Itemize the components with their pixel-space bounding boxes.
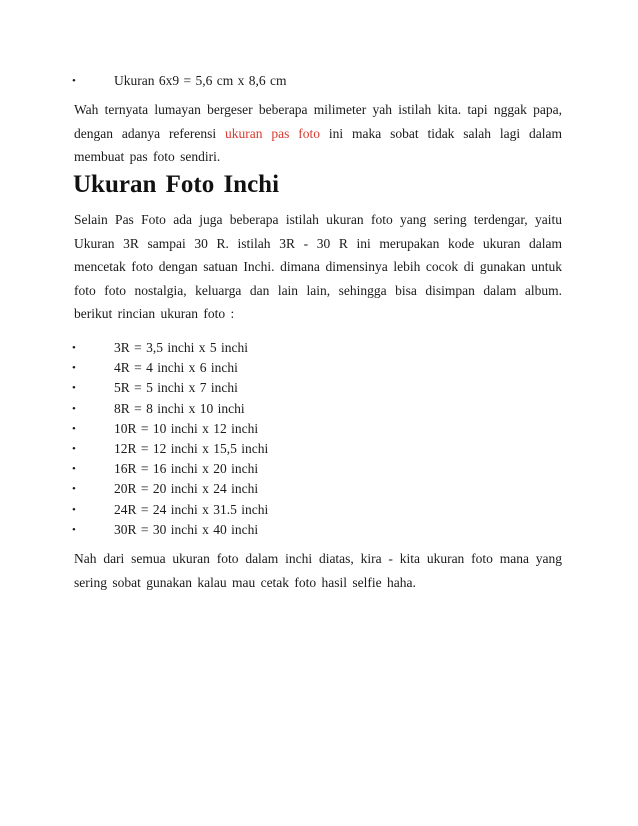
bullet-icon: • (72, 463, 76, 476)
link-ukuran-pas-foto[interactable]: ukuran pas foto (225, 125, 320, 141)
bullet-icon: • (72, 342, 76, 354)
paragraph-intro (74, 98, 562, 169)
bullet-icon: • (72, 422, 76, 435)
intro-bullet-text: Ukuran 6x9 = 5,6 cm x 8,6 cm (114, 73, 287, 88)
paragraph-closing: Nah dari semua ukuran foto dalam inchi diatas, kira - kita ukuran foto mana yang sering sobat gunakan kalau mau cetak foto hasil selfie haha. (74, 551, 562, 590)
size-item-text: 3R = 3,5 inchi x 5 inchi (114, 340, 248, 355)
size-item-text: 24R = 24 inchi x 31.5 inchi (114, 501, 269, 517)
paragraph-intro-text-end: ini maka sobat tidak salah lagi dalam membuat pas foto sendiri. (74, 125, 562, 164)
bullet-icon: • (72, 362, 76, 375)
paragraph-intro-text-start: Wah ternyata lumayan bergeser beberapa milimeter yah istilah kita. tapi nggak papa, dengan adanya referensi (74, 102, 562, 141)
size-item-text: 12R = 12 inchi x 15,5 inchi (114, 440, 269, 456)
size-item-text: 16R = 16 inchi x 20 inchi (114, 461, 259, 477)
bullet-icon: • (72, 402, 76, 415)
section-heading: Ukuran Foto Inchi (73, 171, 280, 198)
size-item-text: 30R = 30 inchi x 40 inchi (114, 521, 259, 537)
size-item-text: 10R = 10 inchi x 12 inchi (114, 420, 259, 436)
size-item-text: 5R = 5 inchi x 7 inchi (114, 380, 238, 396)
size-item-text: 20R = 20 inchi x 24 inchi (114, 481, 259, 497)
bullet-icon: • (72, 442, 76, 455)
bullet-icon: • (72, 503, 76, 516)
size-item-text: 8R = 8 inchi x 10 inchi (114, 400, 245, 416)
bullet-icon: • (72, 483, 76, 496)
bullet-icon: • (72, 382, 76, 395)
paragraph-description: Selain Pas Foto ada juga beberapa istilah ukuran foto yang sering terdengar, yaitu Ukuran 3R sampai 30 R. istilah 3R - 30 R ini merupakan kode ukuran dalam mencetak foto dengan satuan Inchi. dimana dimensinya lebih cocok di gunakan untuk foto foto nostalgia, keluarga dan lain lain, sehingga bisa disimpan dalam album. berikut rincian ukuran foto : (74, 212, 562, 321)
size-item-text: 4R = 4 inchi x 6 inchi (114, 360, 238, 376)
bullet-icon: • (72, 523, 76, 536)
bullet-icon: • (72, 75, 76, 87)
